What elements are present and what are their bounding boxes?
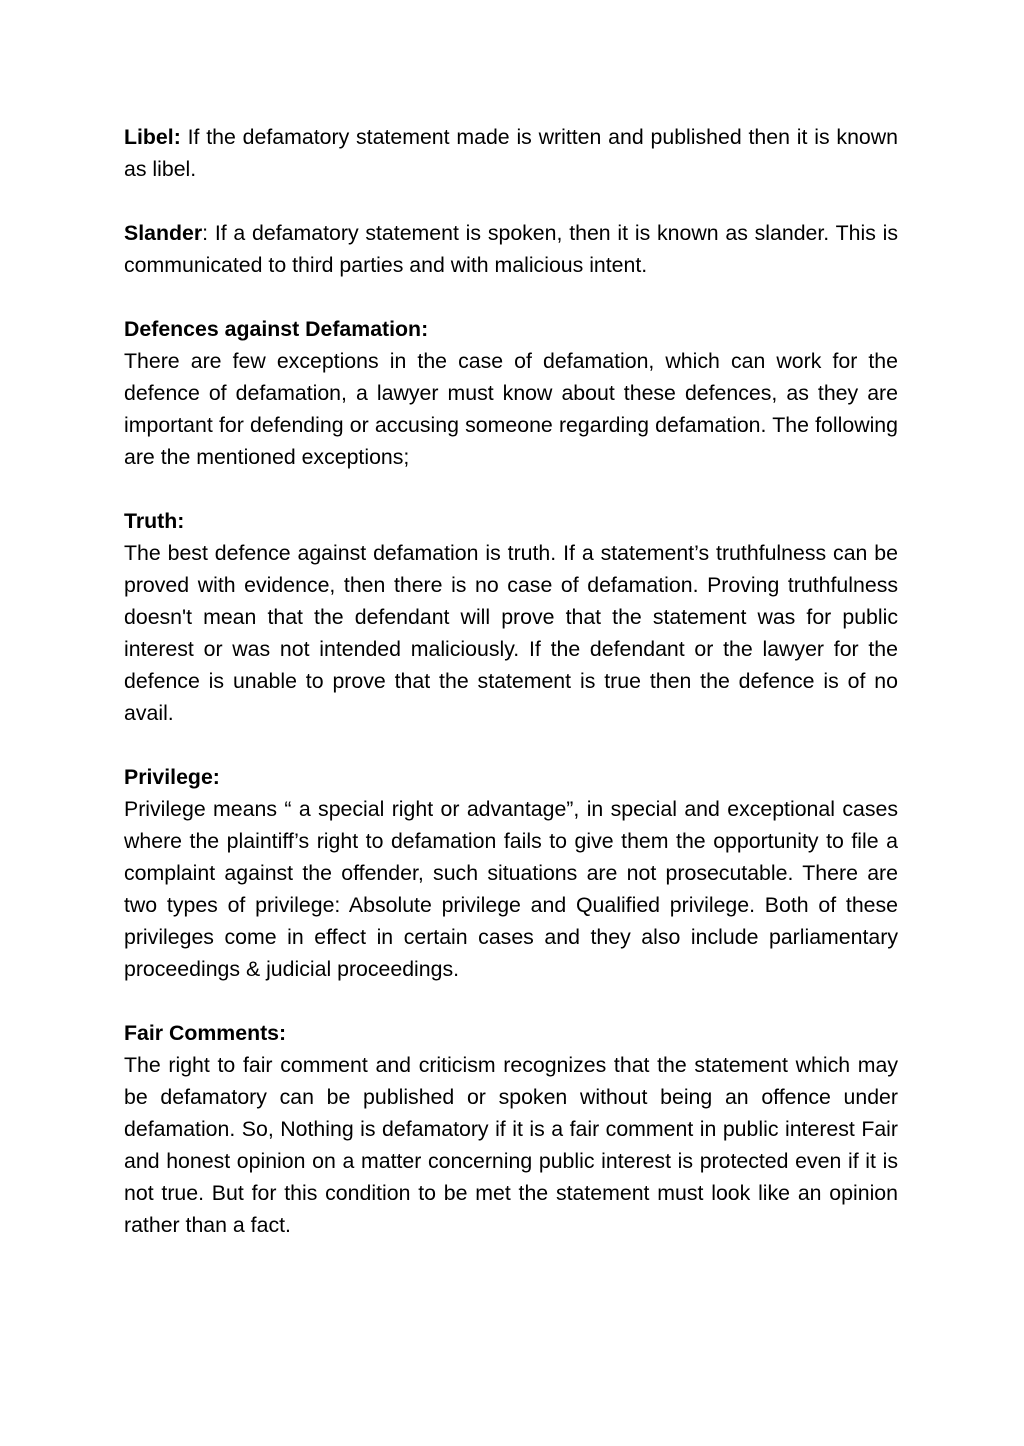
privilege-paragraph: Privilege means “ a special right or advantage”, in special and exceptional cases where the plaintiff’s right to defamation fails to give them the opportunity to file a complaint against the offender, such situations are not prosecutable. There are two types of privilege: Absolute privilege and Qualified privilege. Both of these privileges come in effect in certain cases and they also include parliamentary proceedings & judicial proceedings. — [124, 797, 898, 981]
libel-paragraph — [124, 121, 898, 185]
paragraph-spacer — [124, 185, 898, 217]
paragraph-spacer — [124, 985, 898, 1017]
document-page — [124, 121, 898, 1241]
paragraph-spacer — [124, 281, 898, 313]
slander-definition: : If a defamatory statement is spoken, then it is known as slander. This is communicated to third parties and with malicious intent. — [124, 221, 898, 277]
defences-heading: Defences against Defamation: — [124, 317, 429, 341]
paragraph-spacer — [124, 473, 898, 505]
libel-term: Libel: — [124, 125, 181, 149]
paragraph-spacer — [124, 729, 898, 761]
slander-paragraph — [124, 217, 898, 281]
fair-comments-heading: Fair Comments: — [124, 1021, 287, 1045]
truth-heading: Truth: — [124, 509, 185, 533]
defences-paragraph: There are few exceptions in the case of defamation, which can work for the defence of defamation, a lawyer must know about these defences, as they are important for defending or accusing someone regarding defamation. The following are the mentioned exceptions; — [124, 349, 898, 469]
fair-comments-paragraph: The right to fair comment and criticism recognizes that the statement which may be defamatory can be published or spoken without being an offence under defamation. So, Nothing is defamatory if it is a fair comment in public interest Fair and honest opinion on a matter concerning public interest is protected even if it is not true. But for this condition to be met the statement must look like an opinion rather than a fact. — [124, 1053, 898, 1237]
privilege-heading: Privilege: — [124, 765, 220, 789]
slander-term: Slander — [124, 221, 203, 245]
truth-paragraph: The best defence against defamation is truth. If a statement’s truthfulness can be proved with evidence, then there is no case of defamation. Proving truthfulness doesn't mean that the defendant will prove that the statement was for public interest or was not intended maliciously. If the defendant or the lawyer for the defence is unable to prove that the statement is true then the defence is of no avail. — [124, 541, 898, 725]
libel-definition: If the defamatory statement made is written and published then it is known as libel. — [124, 125, 898, 181]
